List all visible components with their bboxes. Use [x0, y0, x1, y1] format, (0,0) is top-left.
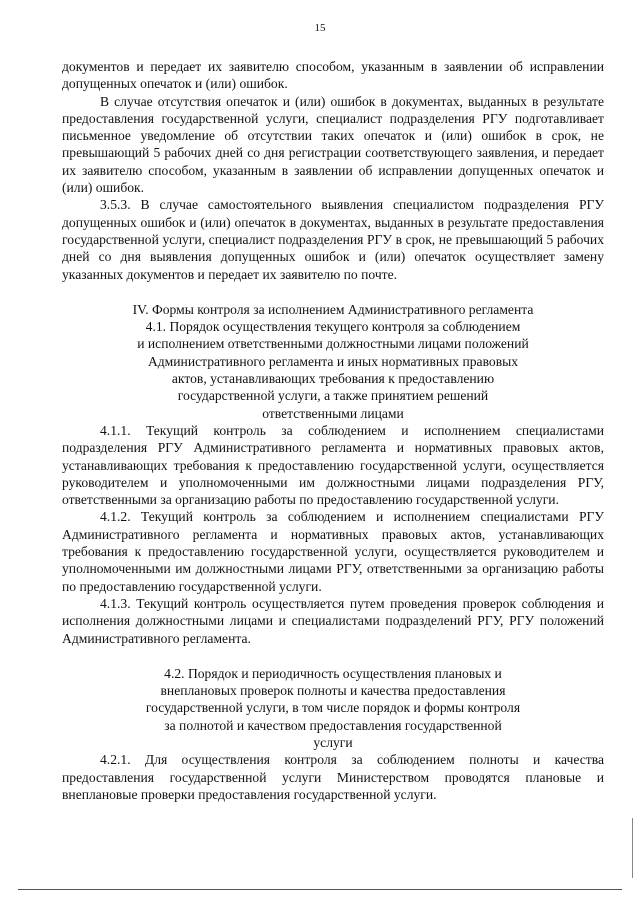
section-iv-title: IV. Формы контроля за исполнением Административного регламента	[132, 301, 534, 317]
spacer	[62, 283, 604, 301]
paragraph-4-1-3: 4.1.3. Текущий контроль осуществляется путем проведения проверок соблюдения и исполнения должностными лицами и специалистами подразделений РГУ, РГУ положений Административного регламента.	[62, 595, 604, 646]
subsection-4-2-title: 4.2. Порядок и периодичность осуществления плановых и внеплановых проверок полноты и качества предоставления государственной услуги, в том числе порядок и формы контроля за полнотой и качеством предоставления государственной услуги	[145, 665, 521, 750]
paragraph-3-5-3: 3.5.3. В случае самостоятельного выявления специалистом подразделения РГУ допущенных ошибок и (или) опечаток в документах, выданных в результате предоставления государственной услуги, специалист подразделения РГУ в срок, не превышающий 5 рабочих дней со дня выявления допущенных ошибок и (или) опечаток осуществляет замену указанных документов и передает их заявителю по почте.	[62, 197, 604, 282]
paragraph-4-1-2: 4.1.2. Текущий контроль за соблюдением и исполнением специалистами РГУ Административного регламента и нормативных правовых актов, устанавливающих требования к предоставлению государственной услуги, осуществляется руководителем и уполномоченными им должностными лицами РГУ, ответственными за организацию работы по предоставлению государственной услуги.	[62, 509, 604, 594]
document-body	[62, 58, 604, 803]
scan-right-edge-mark	[632, 818, 633, 878]
page-number: 15	[314, 22, 326, 34]
scan-bottom-edge-line	[18, 889, 622, 890]
paragraph-4-1-1: 4.1.1. Текущий контроль за соблюдением и исполнением специалистами подразделения РГУ Административного регламента и нормативных правовых актов, устанавливающих требования к предоставлению государственной услуги, осуществляется руководителем и уполномоченными им должностными лицами подразделения РГУ, ответственными за организацию работы по предоставлению государственной услуги.	[62, 422, 604, 508]
spacer	[62, 647, 604, 665]
paragraph-4-2-1: 4.2.1. Для осуществления контроля за соблюдением полноты и качества предоставления государственной услуги Министерством проводятся плановые и внеплановые проверки предоставления государственной услуги.	[62, 752, 604, 802]
paragraph-no-errors: В случае отсутствия опечаток и (или) ошибок в документах, выданных в результате предоставления государственной услуги, специалист подразделения РГУ подготавливает письменное уведомление об отсутствии таких опечаток и (или) ошибок в срок, не превышающий 5 рабочих дней со дня регистрации соответствующего заявления, и передает их заявителю способом, указанным в заявлении об исправлении допущенных опечаток и (или) ошибок.	[62, 93, 604, 196]
paragraph-continuation: документов и передает их заявителю способом, указанным в заявлении об исправлении допущенных опечаток и (или) ошибок.	[62, 59, 604, 92]
subsection-4-1-title: 4.1. Порядок осуществления текущего контроля за соблюдением и исполнением ответственными должностными лицами положений Административного регламента и иных нормативных правовых актов, устанавливающих требования к предоставлению государственной услуги, а также принятием решений ответственными лицами	[137, 319, 529, 421]
